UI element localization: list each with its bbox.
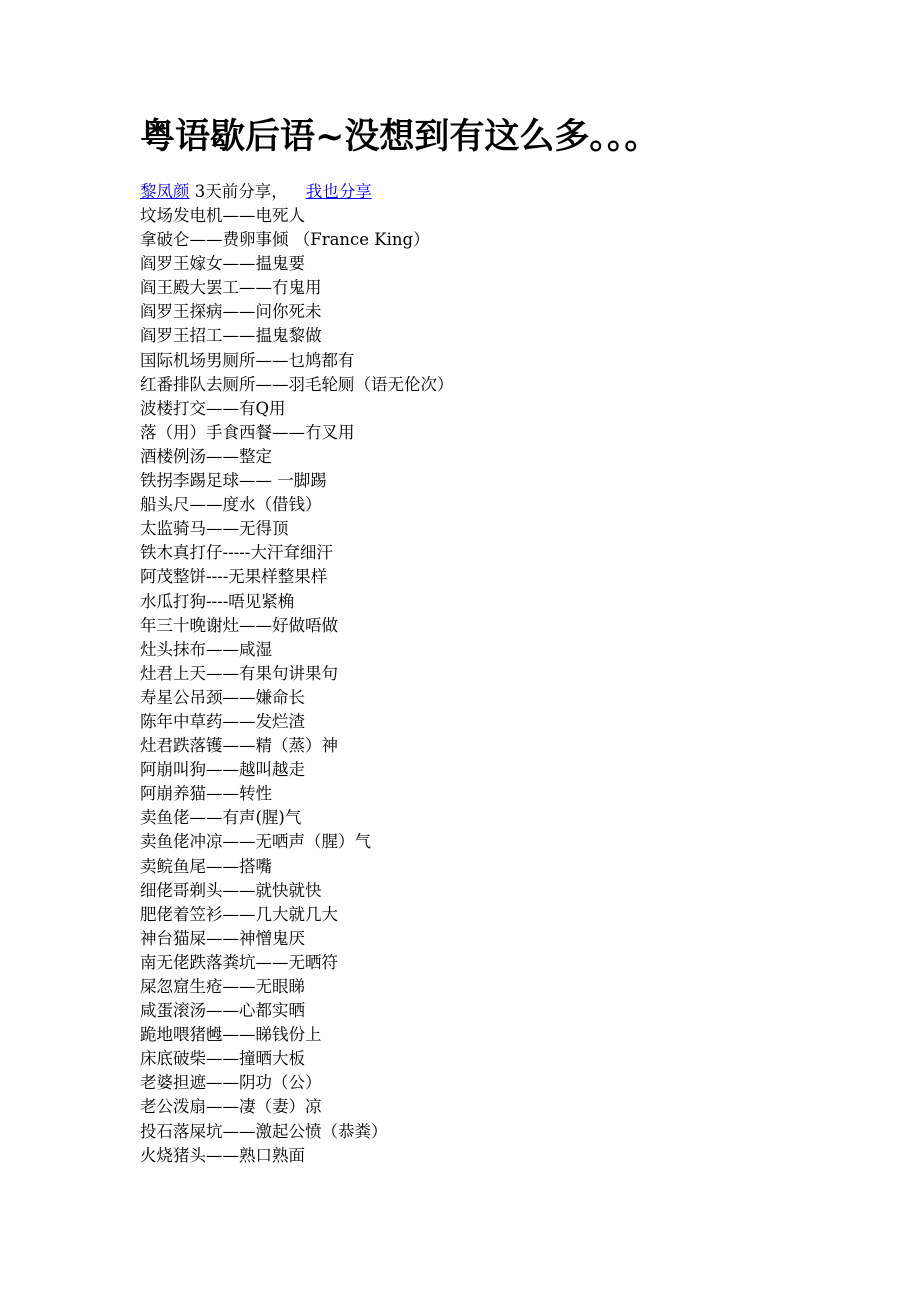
- saying-line: 火烧猪头——熟口熟面: [140, 1145, 305, 1165]
- saying-line: 屎忽窟生疮——无眼睇: [140, 977, 305, 996]
- saying-line: 坟场发电机——电死人: [140, 206, 305, 225]
- saying-line: 阿茂整饼----无果样整果样: [140, 567, 328, 587]
- share-link[interactable]: 我也分享: [305, 182, 372, 201]
- saying-line: 寿星公吊颈——嫌命长: [140, 687, 305, 707]
- saying-line: 船头尺——度水（借钱）: [140, 495, 322, 515]
- saying-line: 老公泼扇——凄（妻）凉: [140, 1097, 322, 1117]
- saying-line: 阎罗王探病——问你死未: [140, 302, 322, 322]
- saying-line: 卖鱼佬冲凉——无哂声（腥）气: [140, 832, 371, 852]
- author-link[interactable]: 黎凤颜: [140, 182, 190, 201]
- saying-line: 年三十晚谢灶——好做唔做: [140, 615, 338, 635]
- saying-line: 阿崩养猫——转性: [140, 784, 272, 804]
- saying-line: 跪地喂猪乸——睇钱份上: [140, 1025, 322, 1045]
- saying-line: 灶君上天——有果句讲果句: [140, 663, 338, 683]
- saying-line: 阿崩叫狗——越叫越走: [140, 760, 305, 780]
- sayings-list: [140, 204, 860, 1168]
- saying-line: 咸蛋滚汤——心都实晒: [140, 1001, 305, 1021]
- saying-line: 细佬哥剃头——就快就快: [140, 880, 322, 900]
- article: [140, 108, 860, 1168]
- saying-line: 投石落屎坑——激起公愤（恭粪）: [140, 1121, 388, 1141]
- saying-line: 太监骑马——无得顶: [140, 519, 289, 539]
- saying-line: 水瓜打狗----唔见紧桷: [140, 591, 295, 611]
- saying-line: 阎罗王嫁女——揾鬼要: [140, 254, 305, 274]
- saying-line: 酒楼例汤——整定: [140, 446, 272, 466]
- share-meta: [140, 180, 860, 204]
- saying-line: 落（用）手食西餐——冇叉用: [140, 422, 355, 442]
- page-title: 粤语歇后语~没想到有这么多。。。: [140, 116, 660, 157]
- saying-line: 床底破柴——撞晒大板: [140, 1049, 305, 1069]
- saying-line: 阎王殿大罢工——冇鬼用: [140, 278, 322, 298]
- saying-line: 肥佬着笠衫——几大就几大: [140, 904, 338, 924]
- shared-time-text: 3天前分享，: [189, 182, 288, 201]
- saying-line: 红番排队去厕所——羽毛轮厕（语无伦次）: [140, 374, 454, 394]
- saying-line: 灶头抹布——咸湿: [140, 639, 272, 659]
- saying-line: 陈年中草药——发烂渣: [140, 711, 305, 731]
- saying-line: 波楼打交——有Q用: [140, 398, 286, 418]
- saying-line: 南无佬跌落粪坑——无晒符: [140, 952, 338, 972]
- saying-line: 神台猫屎——神憎鬼厌: [140, 928, 305, 948]
- saying-line: 卖鲩鱼尾——搭嘴: [140, 856, 272, 876]
- saying-line: 国际机场男厕所——乜鸠都有: [140, 350, 355, 370]
- saying-line: 阎罗王招工——揾鬼黎做: [140, 326, 322, 346]
- saying-line: 老婆担遮——阴功（公）: [140, 1073, 322, 1093]
- saying-line: 拿破仑——费卵事倾 （France King）: [140, 230, 430, 250]
- saying-line: 卖鱼佬——有声(腥)气: [140, 808, 302, 828]
- saying-line: 铁木真打仔-----大汗耷细汗: [140, 543, 333, 563]
- saying-line: 灶君跌落镬——精（蒸）神: [140, 736, 338, 756]
- saying-line: 铁拐李踢足球—— 一脚踢: [140, 471, 327, 491]
